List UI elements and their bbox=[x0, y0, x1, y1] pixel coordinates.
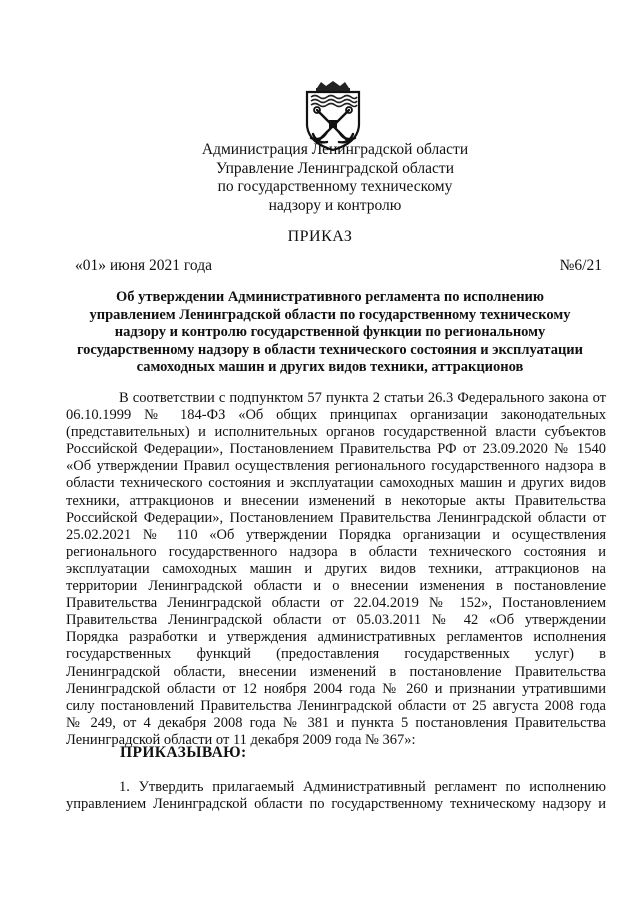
preamble-paragraph bbox=[66, 390, 606, 749]
org-line: Администрация Ленинградской области bbox=[201, 141, 469, 158]
preamble-line: силу постановлений Правительства Ленинградской области от 25 августа 2008 года bbox=[66, 697, 606, 714]
preamble-line: Правительства Ленинградской области от 22.04.2019 № 152», Постановлением bbox=[66, 595, 606, 612]
preamble-line: техники, аттракционов и внесении изменений в некоторые акты Правительства bbox=[66, 492, 606, 509]
title-line: управлением Ленинградской области по государственному техническому bbox=[89, 306, 571, 323]
preamble-line: Правительства Ленинградской области от 05.03.2011 № 42 «Об утверждении bbox=[66, 612, 606, 629]
title-line: самоходных машин и других видов техники, аттракционов bbox=[136, 359, 524, 375]
preamble-line: 06.10.1999 № 184-ФЗ «Об общих принципах организации законодательных bbox=[66, 407, 606, 424]
org-line: надзору и контролю bbox=[268, 196, 402, 214]
document-number: №6/21 bbox=[559, 257, 602, 274]
order-directive: ПРИКАЗЫВАЮ: bbox=[120, 744, 247, 761]
clause-line: 1. Утвердить прилагаемый Административный регламент по исполнению bbox=[119, 779, 606, 795]
preamble-line: (представительных) и исполнительных органов государственной власти субъектов bbox=[66, 424, 606, 441]
preamble-line: Российской Федерации», Постановлением Правительства РФ от 23.09.2020 № 1540 bbox=[66, 441, 606, 458]
title-line: государственному надзору в области технического состояния и эксплуатации bbox=[76, 341, 584, 358]
title-line: надзору и контролю государственной функции по региональному bbox=[114, 324, 546, 340]
preamble-line: 25.02.2021 № 110 «Об утверждении Порядка организации и осуществления bbox=[66, 526, 606, 543]
preamble-line: «Об утверждении Правил осуществления регионального государственного надзора в bbox=[66, 458, 606, 475]
preamble-line: территории Ленинградской области и о внесении изменения в постановление bbox=[66, 578, 606, 595]
organization-header bbox=[120, 141, 550, 215]
org-line: Управление Ленинградской области bbox=[215, 159, 454, 177]
preamble-line: Ленинградской области, внесении изменений в постановление Правительства bbox=[66, 663, 606, 680]
preamble-line: В соответствии с подпунктом 57 пункта 2 статьи 26.3 Федерального закона от bbox=[119, 390, 606, 406]
preamble-line: № 249, от 4 декабря 2008 года № 381 и пункта 5 постановления Правительства bbox=[66, 714, 606, 731]
preamble-line: регионального государственного надзора в области технического состояния и bbox=[66, 543, 606, 560]
clause-paragraph bbox=[66, 778, 606, 812]
preamble-line: государственных функций (предоставления государственных услуг) в bbox=[66, 646, 606, 663]
title-line: Об утверждении Административного регламента по исполнению bbox=[116, 289, 544, 305]
preamble-line: Ленинградской области от 11 декабря 2009 года № 367»: bbox=[66, 731, 416, 748]
document-type: ПРИКАЗ bbox=[287, 228, 353, 245]
clause-line: управлением Ленинградской области по государственному техническому надзору и bbox=[66, 796, 606, 813]
preamble-line: Порядка разработки и утверждения административных регламентов исполнения bbox=[66, 629, 606, 646]
document-date: «01» июня 2021 года bbox=[75, 257, 212, 274]
preamble-line: Российской Федерации», Постановлением Правительства Ленинградской области от bbox=[66, 509, 606, 526]
org-line: по государственному техническому bbox=[217, 178, 453, 195]
preamble-line: области технического состояния и эксплуатации самоходных машин и других видов bbox=[66, 475, 606, 492]
preamble-line: эксплуатации самоходных машин и других видов техники, аттракционов на bbox=[66, 560, 606, 577]
preamble-line: Ленинградской области от 12 ноября 2004 года № 260 и признании утратившими bbox=[66, 680, 606, 697]
document-title bbox=[62, 289, 598, 377]
